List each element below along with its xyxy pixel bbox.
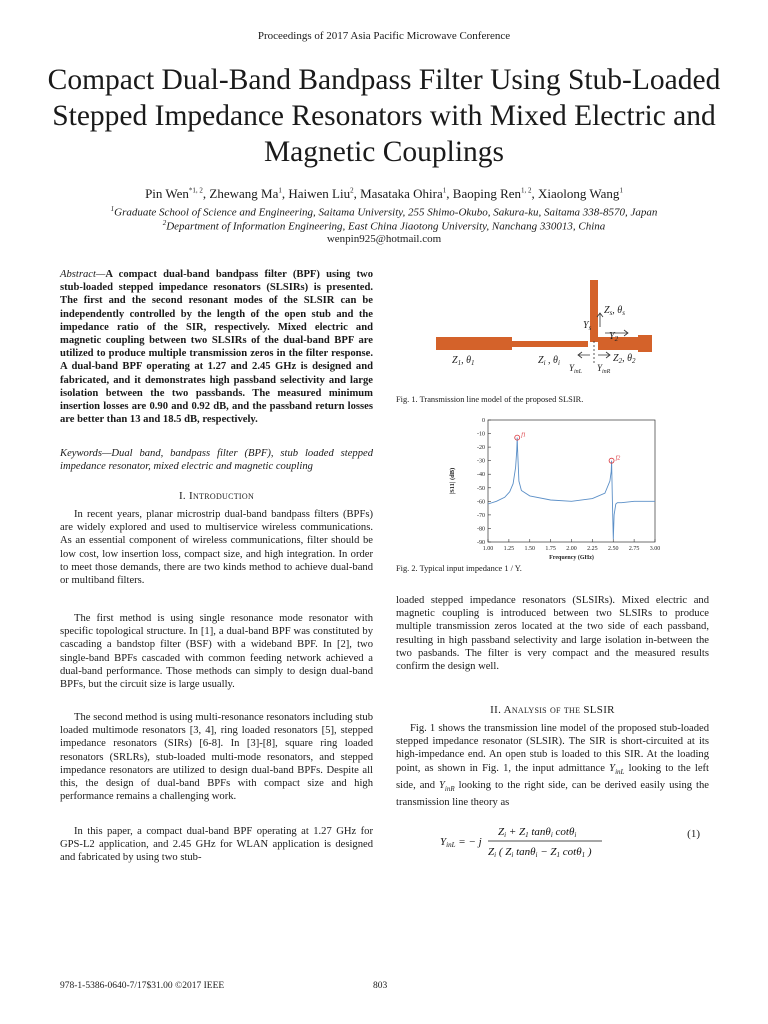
- label-z1: $Z_1$, $\theta_1$: [452, 355, 475, 367]
- x-tick-label: 2.00: [566, 546, 577, 552]
- line-segment-zi: [512, 341, 588, 347]
- paper-title: Compact Dual-Band Bandpass Filter Using Stub-Loaded Stepped Impedance Resonators with Mixed Electric and Magnetic Couplings: [47, 64, 721, 168]
- svg-text:YinL = − j: YinL = − j: [440, 836, 482, 849]
- label-yinl: $Y_{inL}$: [569, 363, 583, 375]
- y-tick-label: -20: [477, 445, 485, 452]
- yinl-arrow: [578, 352, 590, 358]
- label-yinr: $Y_{inR}$: [597, 363, 611, 375]
- y-tick-label: -60: [477, 499, 485, 506]
- footer-isbn: 978-1-5386-0640-7/17$31.00 ©2017 IEEE: [60, 981, 225, 991]
- label-zi: $Z_i$ , $\theta_i$: [538, 355, 560, 367]
- equation-1: [396, 822, 709, 860]
- x-tick-label: 1.25: [503, 546, 515, 552]
- label-zs: $Z_s$, $\theta_s$: [604, 305, 625, 317]
- y-tick-label: -80: [477, 526, 485, 533]
- open-stub-zs: [590, 280, 598, 342]
- intro-paragraph-2: The first method is using single resonance mode resonator with specific topological structure. In [1], a dual-band BPF was constituted by cascading a bandstop filter (BSF) with a wideband BPF. In [2], two single-band BPFs cascaded with common feeding network achieved a dual-band performance. Those methods can simply to design dual-band BPFs, but the circuit size is large usually.: [60, 613, 373, 691]
- intro-paragraph-4: In this paper, a compact dual-band BPF operating at 1.27 GHz for GPS-L2 application, and 2.45 GHz for WLAN application is designed and fabricated by using two stub-: [60, 826, 373, 864]
- figure-2-chart: [440, 412, 670, 564]
- x-tick-label: 2.50: [608, 546, 619, 552]
- line-segment-z1: [436, 337, 512, 350]
- plot-frame: [488, 420, 655, 542]
- x-tick-label: 3.00: [649, 546, 661, 552]
- yinr-arrow: [598, 352, 610, 358]
- x-tick-label: 1.75: [545, 546, 556, 552]
- author-list: Pin Wen$^{*1, 2}$, Zhewang Ma$^1$, Haiwen Liu$^2$, Masataka Ohira$^1$, Baoping Ren$^{1, 2}$, Xiaolong Wang$^1$: [145, 186, 623, 201]
- svg-text:Zi ( Zi tanθi − Z1 cotθ1 ): Zi ( Zi tanθi − Z1 cotθ1 ): [488, 846, 592, 859]
- author-email: wenpin925@hotmail.com: [326, 233, 442, 245]
- label-z2: $Z_2$, $\theta_2$: [613, 353, 636, 365]
- annotation-label: f2: [615, 455, 621, 462]
- series-line: [488, 438, 655, 540]
- y-tick-label: 0: [482, 418, 485, 424]
- equation-number: (1): [687, 828, 700, 840]
- y-tick-label: -50: [477, 485, 485, 492]
- y-axis-label: |S11| (dB): [449, 467, 456, 495]
- keywords: Keywords—Dual band, bandpass filter (BPF), stub loaded stepped impedance resonator, mixed electric and magnetic coupling: [60, 448, 373, 473]
- figure-1-caption: Fig. 1. Transmission line model of the proposed SLSIR.: [396, 395, 584, 404]
- short-circuit-end: [638, 335, 652, 352]
- abstract-label: Abstract—: [60, 269, 106, 280]
- x-axis-label: Frequency (GHz): [549, 555, 594, 561]
- figure-2-caption: Fig. 2. Typical input impedance 1 / Y.: [396, 564, 522, 573]
- label-y2: $Y_2$: [609, 331, 619, 343]
- proceedings-header: Proceedings of 2017 Asia Pacific Microwave Conference: [257, 30, 511, 42]
- intro-paragraph-3: The second method is using multi-resonance resonators including stub loaded multimode resonators [3, 4], ring loaded resonators [5], stepped impedance resonators (SIRs) [6-8]. In [3]-[8], square ring loaded resonators (SRLRs), stub-loaded multi-mode resonators, and stepped impedance resonators are utilized to design dual-band BPFs. Despite all this, the design of dual-band BPFs with compact size and high performance remains a challenging work.: [60, 712, 373, 803]
- y-tick-label: -70: [477, 512, 485, 519]
- svg-text:Zi + Z1 tanθi cotθi: Zi + Z1 tanθi cotθi: [498, 826, 577, 839]
- x-tick-label: 2.25: [587, 546, 598, 552]
- label-ys: $Y_s$: [583, 320, 592, 332]
- intro-paragraph-1: In recent years, planar microstrip dual-band bandpass filters (BPFs) are widely explored and used to multiservice wireless communications. As an essential component of wireless communications, filter should be low cost, low insertion loss, compact size, and high integration. In order to meet those demands, there are two kinds method to achieve dual-band or multiband filters.: [60, 509, 373, 587]
- section-heading-introduction: I. Introduction: [178, 490, 255, 502]
- y-tick-label: -40: [477, 472, 485, 479]
- section-heading-analysis: II. Analysis of the SLSIR: [490, 704, 615, 716]
- affiliation-2: $^2$Department of Information Engineering, East China Jiaotong University, Nanchang 330013, China: [162, 219, 606, 233]
- x-tick-label: 2.75: [628, 546, 640, 552]
- figure-1-transmission-line-model: [430, 275, 680, 380]
- page-number: 803: [373, 981, 388, 991]
- x-tick-label: 1.00: [482, 546, 494, 552]
- annotation-label: f1: [521, 432, 526, 439]
- right-paragraph-1: loaded stepped impedance resonators (SLSIRs). Mixed electric and magnetic coupling is introduced between two SLSIRs to produce multiple transmission zeros located at the two side of each passband, resulting in high passband selectivity and large isolation in-between the two pasbands. The filter is very compact and the measured results confirm the design well.: [396, 595, 709, 673]
- x-tick-label: 1.50: [524, 546, 535, 552]
- analysis-paragraph: Fig. 1 shows the transmission line model of the proposed stub-loaded stepped impedance resonator (SLSIR). The SIR is short-circuited at its high-impedance end. An open stub is loaded to this SIR. At the loading point, as shown in Fig. 1, the input admittance $Y_{inL}$ looking to the left side, and $Y_{inR}$ looking to the right side, can be derived easily using the transmission line theory as: [396, 723, 709, 809]
- abstract-text: A compact dual-band bandpass filter (BPF) using two stub-loaded stepped impedance resonators (SLSIRs) is presented. The first and the second resonant modes of the SLSIR can be independently controlled by the length of the open stub and the impedance ratio of the SIR, respectively. Mixed electric and magnetic coupling between two SLSIRs of the dual-band BPF are utilized to produce multiple transmission zeros in the filter response. A dual-band BPF operating at 1.27 and 2.45 GHz is designed and fabricated, and it demonstrates high passband selectivity and large isolation between the two passbands. The measured minimum insertion losses are 0.90 and 0.92 dB, and the passband return losses are better than 13 and 18.5 dB, respectively.: [60, 269, 373, 426]
- affiliation-1: $^1$Graduate School of Science and Engineering, Saitama University, 255 Shimo-Okubo, Sakura-ku, Saitama 338-8570, Japan: [110, 205, 658, 219]
- abstract: [60, 268, 373, 426]
- y-tick-label: -10: [477, 431, 485, 438]
- y-tick-label: -30: [477, 458, 485, 465]
- y-tick-label: -90: [477, 540, 485, 546]
